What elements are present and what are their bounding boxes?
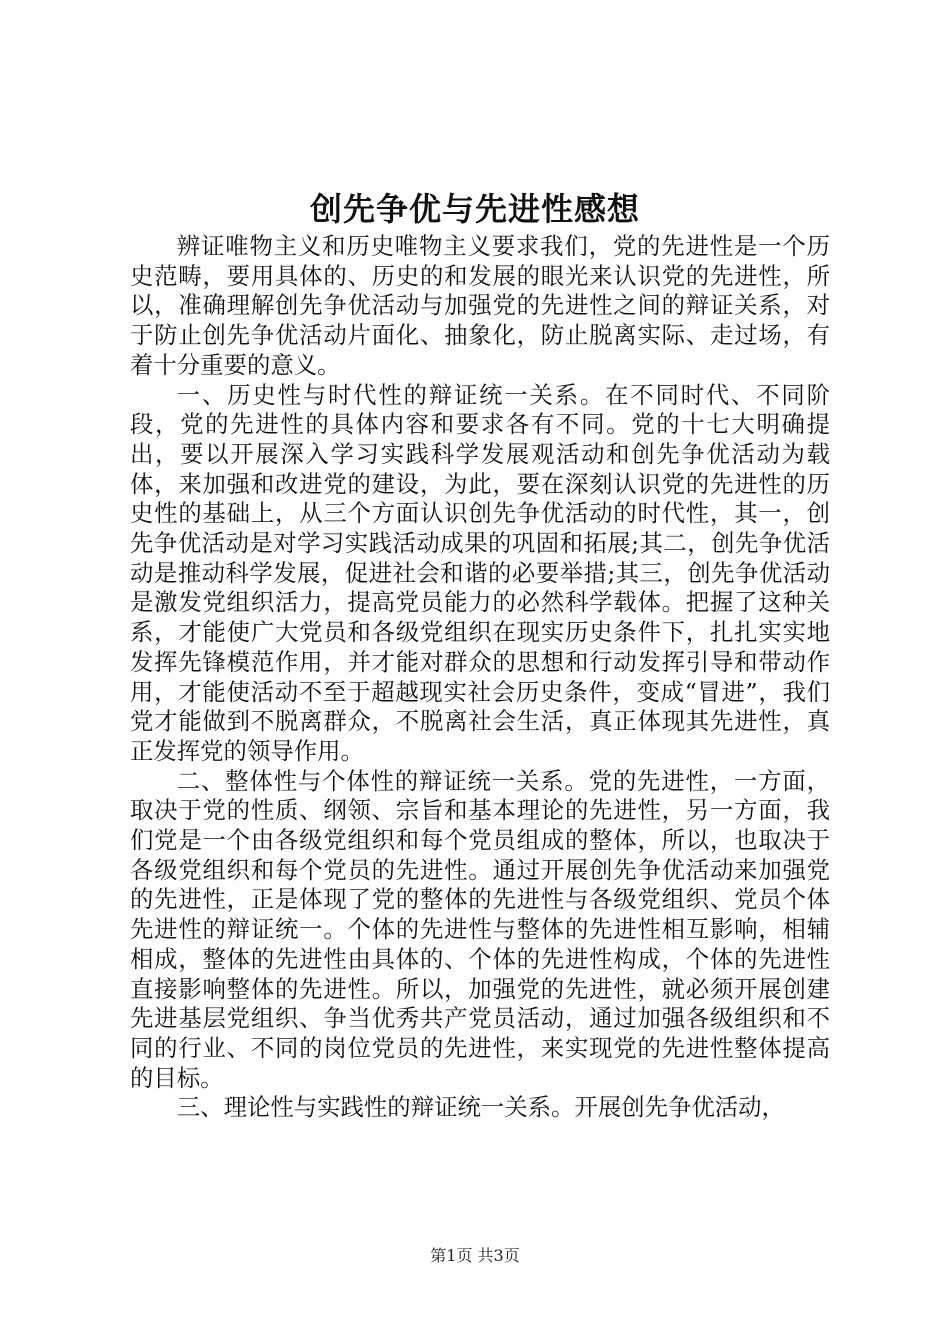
page-number-footer: 第1页 共3页	[430, 1246, 520, 1265]
document-title: 创先争优与先进性感想	[309, 190, 640, 228]
paragraph-section-1: 一、历史性与时代性的辩证统一关系。在不同时代、不同阶段，党的先进性的具体内容和要求各有不同。党的十七大明确提出，要以开展深入学习实践科学发展观活动和创先争优活动为载体，来加强和改进党的建设，为此，要在深刻认识党的先进性的历史性的基础上，从三个方面认识创先争优活动的时代性，其一，创先争优活动是对学习实践活动成果的巩固和拓展;其二，创先争优活动是推动科学发展，促进社会和谐的必要举措;其三，创先争优活动是激发党组织活力，提高党员能力的必然科学载体。把握了这种关系，才能使广大党员和各级党组织在现实历史条件下，扎扎实实地发挥先锋模范作用，并才能对群众的思想和行动发挥引导和带动作用，才能使活动不至于超越现实社会历史条件，变成“冒进”，我们党才能做到不脱离群众，不脱离社会生活，真正体现其先进性，真正发挥党的领导作用。	[130, 380, 830, 765]
document-body	[130, 232, 830, 1123]
paragraph-section-3: 三、理论性与实践性的辩证统一关系。开展创先争优活动，	[176, 1093, 785, 1122]
paragraph-intro: 辨证唯物主义和历史唯物主义要求我们，党的先进性是一个历史范畴，要用具体的、历史的和发展的眼光来认识党的先进性，所以，准确理解创先争优活动与加强党的先进性之间的辩证关系，对于防止创先争优活动片面化、抽象化，防止脱离实际、走过场，有着十分重要的意义。	[130, 232, 830, 379]
paragraph-section-2: 二、整体性与个体性的辩证统一关系。党的先进性，一方面，取决于党的性质、纲领、宗旨和基本理论的先进性，另一方面，我们党是一个由各级党组织和每个党员组成的整体，所以，也取决于各级党组织和每个党员的先进性。通过开展创先争优活动来加强党的先进性，正是体现了党的整体的先进性与各级党组织、党员个体先进性的辩证统一。个体的先进性与整体的先进性相互影响，相辅相成，整体的先进性由具体的、个体的先进性构成，个体的先进性直接影响整体的先进性。所以，加强党的先进性，就必须开展创建先进基层党组织、争当优秀共产党员活动，通过加强各级组织和不同的行业、不同的岗位党员的先进性，来实现党的先进性整体提高的目标。	[130, 766, 830, 1092]
